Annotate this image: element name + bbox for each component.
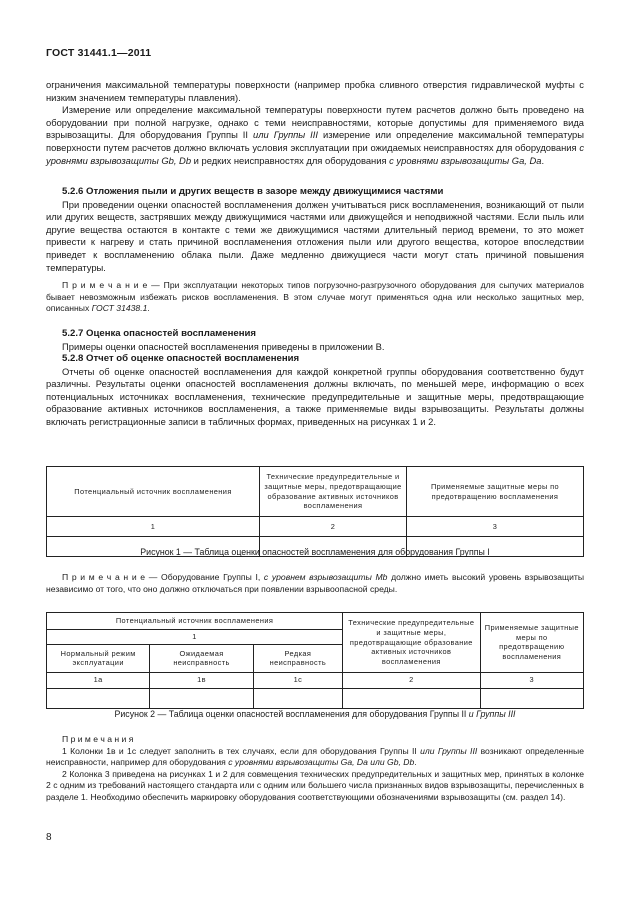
table-number-cell: 1в	[150, 672, 253, 688]
table-header-cell: Нормальный режим эксплуатации	[47, 644, 150, 672]
section-heading: 5.2.6 Отложения пыли и других веществ в зазоре между движущимися частями	[62, 186, 444, 197]
section-5-2-8	[46, 353, 584, 429]
section-text: Отчеты об оценке опасностей воспламенения для каждой конкретной группы оборудования соответственно будут различны. Результаты оценки опасностей воспламенения должны включать, по меньшей мере, информацию о всех потенциальных источниках воспламенения, технические предупредительные и защитные меры, предотвращающие образование активных источников воспламенения, а также применяемые виды взрывозащиты. Результаты должны включать регистрационные записи в табличных формах, приведенных на рисунках 1 и 2.	[46, 365, 584, 427]
section-note: П р и м е ч а н и е — При эксплуатации некоторых типов погрузочно-разгрузочного оборудования для сыпучих материалов бывает невозможным избежать рисков воспламенения. В этом случае могут применяться одна или несколько защитных мер, описанных ГОСТ 31438.1.	[46, 280, 585, 314]
table-header-cell: Технические предупредительные и защитные меры, предотвращающие образование активных источников воспламенения	[260, 467, 407, 517]
figure-1-table	[46, 466, 584, 557]
table-number-cell: 1	[47, 630, 343, 645]
table-number-cell: 3	[407, 517, 584, 537]
figure-1-note: П р и м е ч а н и е — Оборудование Группы I, с уровнем взрывозащиты Mb должно иметь высокий уровень взрывозащиты независимо от того, что оно должно отключаться при появлении взрывоопасной среды.	[46, 572, 585, 594]
table-header-cell: Ожидаемая неисправность	[150, 644, 253, 672]
table-header-cell: Применяемые защитные меры по предотвращению воспламенения	[407, 467, 584, 517]
table-empty-cell	[480, 688, 583, 708]
section-heading: 5.2.8 Отчет об оценке опасностей воспламенения	[62, 353, 300, 364]
table-header-cell: Применяемые защитные меры по предотвращению воспламенения	[480, 613, 583, 673]
page-number: 8	[46, 832, 52, 843]
intro-section	[46, 79, 584, 167]
table-number-cell: 2	[260, 517, 407, 537]
note-item-2: 2 Колонка 3 приведена на рисунках 1 и 2 для совмещения технических предупредительных и защитных мер, принятых в колонке 2 с одним из требований настоящего стандарта или с одним или большего числа признанных видов взрывозащиты, перечисленных в разделе 1. Необходимо обеспечить маркировку оборудования соответствующими обозначениями взрывозащиты (см. раздел 14).	[46, 768, 584, 802]
figure-2-table	[46, 612, 584, 709]
table-header-cell: Потенциальный источник воспламенения	[47, 467, 260, 517]
section-text: Примеры оценки опасностей воспламенения приведены в приложении В.	[62, 340, 385, 352]
table-number-cell: 1а	[47, 672, 150, 688]
table-header-cell: Потенциальный источник воспламенения	[47, 613, 343, 630]
section-5-2-6	[46, 186, 584, 315]
table-number-cell: 1	[47, 517, 260, 537]
table-empty-cell	[47, 688, 150, 708]
table-header-cell: Технические предупредительные и защитные меры, предотвращающие образование активных источников воспламенения	[343, 613, 481, 673]
note-item-1: 1 Колонки 1в и 1с следует заполнить в тех случаях, если для оборудования Группы II или Группы III возникают определенные неисправности, например для оборудования с уровнями взрывозащиты Ga, Da или Gb, Db.	[46, 745, 585, 768]
table-empty-cell	[343, 688, 481, 708]
section-heading: 5.2.7 Оценка опасностей воспламенения	[62, 328, 257, 339]
table-empty-cell	[150, 688, 253, 708]
intro-paragraph-1: ограничения максимальной температуры поверхности (например пробка сливного отверстия гидравлической муфты с низким значением температуры плавления).	[46, 79, 584, 103]
document-header: ГОСТ 31441.1—2011	[46, 47, 152, 59]
figure-2-notes	[46, 734, 584, 804]
section-5-2-7	[46, 328, 584, 353]
table-number-cell: 1с	[253, 672, 342, 688]
table-header-cell: Редкая неисправность	[253, 644, 342, 672]
table-number-cell: 3	[480, 672, 583, 688]
figure-2-caption: Рисунок 2 — Таблица оценки опасностей воспламенения для оборудования Группы II и Группы III	[114, 709, 516, 719]
notes-label: П р и м е ч а н и я	[62, 734, 134, 744]
figure-1-caption: Рисунок 1 — Таблица оценки опасностей воспламенения для оборудования Группы I	[140, 547, 490, 557]
table-empty-cell	[253, 688, 342, 708]
table-number-cell: 2	[343, 672, 481, 688]
section-text: При проведении оценки опасностей воспламенения должен учитываться риск воспламенения, возникающий от пыли или других веществ, застрявших между движущимися частями или движущейся и неподвижной частями. Если пыль или другие вещества остаются в контакте с теми же движущимися частями длительный период времени, то это может привести к нагреву и стать причиной воспламенения отложения пыли или другого вещества, которое впоследствии приведет к воспламенению облака пыли. Даже медленно движущиеся части могут стать причиной повышения температуры.	[46, 198, 584, 273]
intro-paragraph-2: Измерение или определение максимальной температуры поверхности путем расчетов должно быть проведено на оборудовании при полной нагрузке, однако с теми неисправностями, которые допустимы для применяемого вида взрывозащиты. Для оборудования Группы II или Группы III измерение или определение максимальной температуры поверхности путем расчетов должно включать условия эксплуатации при ожидаемых неисправностях для оборудования с уровнями взрывозащиты Gb, Db и редких неисправностях для оборудования с уровнями взрывозащиты Ga, Da.	[46, 104, 584, 166]
